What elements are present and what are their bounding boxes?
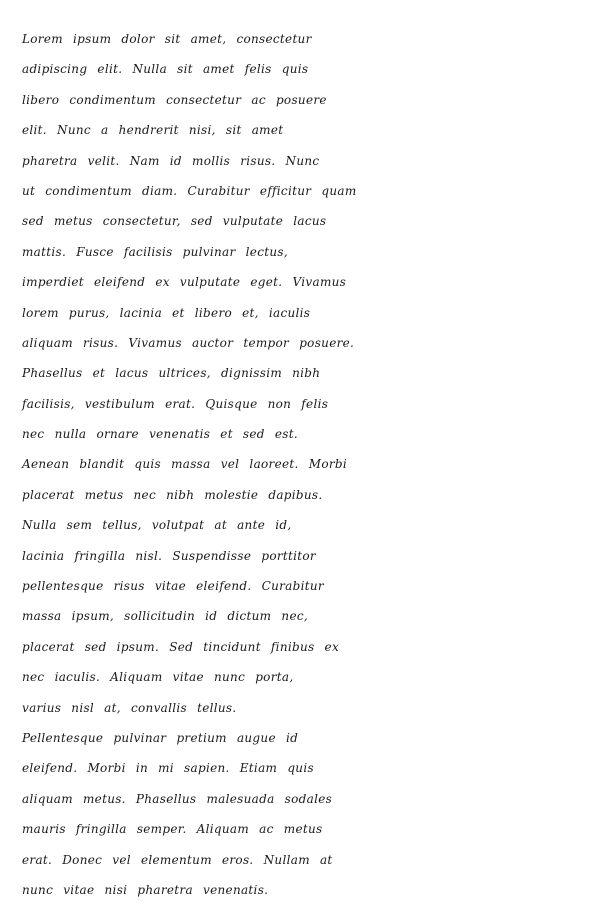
text-line-21: placerat sed ipsum. Sed tincidunt finibus ex: [22, 639, 340, 654]
text-line-19: pellentesque risus vitae eleifend. Curabitur: [22, 579, 324, 594]
text-line-6: ut condimentum diam. Curabitur efficitur quam: [22, 183, 357, 198]
text-line-15: Aenean blandit quis massa vel laoreet. Morbi: [22, 457, 348, 472]
text-line-7: sed metus consectetur, sed vulputate lacus: [22, 214, 327, 229]
text-line-3: libero condimentum consectetur ac posuere: [22, 92, 327, 107]
text-line-11: aliquam risus. Vivamus auctor tempor posuere.: [22, 335, 355, 350]
text-line-28: erat. Donec vel elementum eros. Nullam at: [22, 852, 333, 867]
text-line-5: pharetra velit. Nam id mollis risus. Nunc: [22, 153, 320, 168]
text-line-16: placerat metus nec nibh molestie dapibus.: [22, 487, 323, 502]
text-line-23: varius nisl at, convallis tellus.: [22, 700, 237, 715]
text-line-17: Nulla sem tellus, volutpat at ante id,: [22, 518, 292, 533]
text-line-18: lacinia fringilla nisl. Suspendisse porttitor: [22, 548, 316, 563]
text-line-13: facilisis, vestibulum erat. Quisque non felis: [22, 396, 329, 411]
text-line-9: imperdiet eleifend ex vulputate eget. Vivamus: [22, 275, 347, 290]
text-line-24: Pellentesque pulvinar pretium augue id: [22, 730, 299, 745]
text-line-2: adipiscing elit. Nulla sit amet felis quis: [22, 62, 309, 77]
handwritten-text-block: [22, 24, 582, 905]
text-line-4: elit. Nunc a hendrerit nisi, sit amet: [22, 123, 284, 138]
text-line-1: Lorem ipsum dolor sit amet, consectetur: [22, 32, 312, 46]
text-line-12: Phasellus et lacus ultrices, dignissim nibh: [22, 366, 321, 381]
text-line-10: lorem purus, lacinia et libero et, iaculis: [22, 305, 311, 320]
text-line-27: mauris fringilla semper. Aliquam ac metus: [22, 822, 323, 837]
text-line-14: nec nulla ornare venenatis et sed est.: [22, 427, 298, 442]
text-line-25: eleifend. Morbi in mi sapien. Etiam quis: [22, 761, 314, 776]
text-line-20: massa ipsum, sollicitudin id dictum nec,: [22, 609, 308, 624]
text-line-22: nec iaculis. Aliquam vitae nunc porta,: [22, 670, 294, 685]
text-line-29: nunc vitae nisi pharetra venenatis.: [22, 882, 269, 897]
text-line-26: aliquam metus. Phasellus malesuada sodales: [22, 791, 333, 806]
text-line-8: mattis. Fusce facilisis pulvinar lectus,: [22, 244, 288, 259]
